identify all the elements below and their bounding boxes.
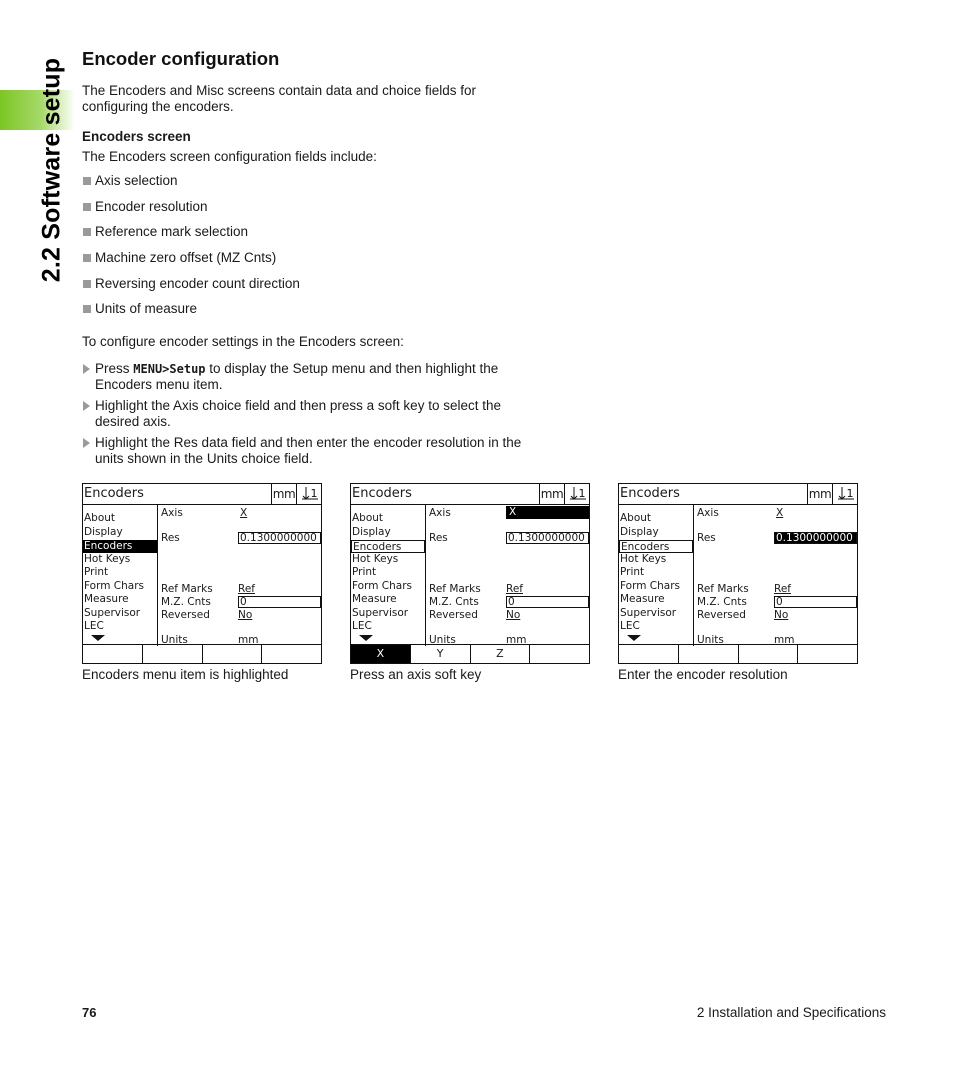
- units-choice-field[interactable]: mm: [238, 634, 259, 646]
- res-data-field[interactable]: 0.1300000000: [774, 532, 857, 544]
- subheading-encoders-screen: Encoders screen: [82, 129, 191, 144]
- reference-count: 1: [310, 487, 318, 500]
- list-item: Units of measure: [82, 301, 532, 327]
- screen-title: Encoders: [620, 486, 680, 501]
- menu-item-form-chars[interactable]: Form Chars: [352, 580, 412, 592]
- reference-indicator-icon: [301, 486, 319, 502]
- axis-choice-field[interactable]: X: [776, 507, 784, 519]
- menu-item-hot-keys[interactable]: Hot Keys: [84, 553, 131, 565]
- mz-cnts-label: M.Z. Cnts: [429, 596, 479, 608]
- reversed-label: Reversed: [161, 609, 210, 621]
- menu-item-lec[interactable]: LEC: [620, 620, 640, 632]
- encoder-fields: [158, 505, 321, 646]
- softkey-4[interactable]: [262, 645, 321, 663]
- menu-item-form-chars[interactable]: Form Chars: [84, 580, 144, 592]
- softkey-bar: [83, 644, 321, 663]
- steps-intro: To configure encoder settings in the Encoders screen:: [82, 334, 404, 350]
- reversed-choice-field[interactable]: No: [238, 609, 253, 621]
- list-item: Axis selection: [82, 173, 532, 199]
- unit-indicator: mm: [807, 484, 833, 504]
- chevron-down-icon[interactable]: [91, 633, 105, 642]
- fields-intro: The Encoders screen configuration fields include:: [82, 149, 377, 164]
- menu-item-display[interactable]: Display: [84, 526, 123, 538]
- menu-item-print[interactable]: Print: [84, 566, 109, 578]
- setup-menu: [351, 505, 426, 646]
- steps-list: [82, 361, 532, 467]
- axis-choice-field[interactable]: X: [506, 506, 589, 519]
- setup-menu: [83, 505, 158, 646]
- softkey-3[interactable]: [739, 645, 799, 663]
- step-text: Press: [95, 361, 134, 377]
- reference-indicator-icon: [837, 486, 855, 502]
- menu-item-about[interactable]: About: [84, 512, 116, 524]
- menu-item-lec[interactable]: LEC: [84, 620, 104, 632]
- menu-item-measure[interactable]: Measure: [620, 593, 665, 605]
- intro-paragraph: The Encoders and Misc screens contain data and choice fields for configuring the encoders.: [82, 83, 476, 114]
- reference-count: 1: [846, 487, 854, 500]
- screen-caption-2: Press an axis soft key: [350, 667, 482, 682]
- encoders-screen-1: [82, 483, 322, 664]
- softkey-bar: [619, 644, 857, 663]
- menu-item-hot-keys[interactable]: Hot Keys: [352, 553, 399, 565]
- menu-item-about[interactable]: About: [620, 512, 652, 524]
- units-choice-field[interactable]: mm: [774, 634, 795, 646]
- mz-cnts-data-field[interactable]: 0: [238, 596, 321, 608]
- reversed-label: Reversed: [429, 609, 478, 621]
- reversed-choice-field[interactable]: No: [774, 609, 789, 621]
- mz-cnts-data-field[interactable]: 0: [774, 596, 857, 608]
- reversed-choice-field[interactable]: No: [506, 609, 521, 621]
- units-label: Units: [429, 634, 456, 646]
- chevron-down-icon[interactable]: [627, 633, 641, 642]
- encoder-fields: [694, 505, 857, 646]
- softkey-bar: [351, 644, 589, 663]
- screen-title: Encoders: [84, 486, 144, 501]
- mz-cnts-data-field[interactable]: 0: [506, 596, 589, 608]
- ref-marks-label: Ref Marks: [161, 583, 213, 595]
- encoders-screen-3: [618, 483, 858, 664]
- setup-menu: [619, 505, 694, 646]
- menu-item-measure[interactable]: Measure: [352, 593, 397, 605]
- menu-item-supervisor[interactable]: Supervisor: [352, 607, 409, 619]
- ref-marks-label: Ref Marks: [429, 583, 481, 595]
- menu-item-form-chars[interactable]: Form Chars: [620, 580, 680, 592]
- encoders-screen-2: [350, 483, 590, 664]
- menu-item-supervisor[interactable]: Supervisor: [84, 607, 141, 619]
- reference-indicator-icon: [569, 486, 587, 502]
- softkey-4[interactable]: [530, 645, 589, 663]
- res-label: Res: [161, 532, 180, 544]
- softkey-1[interactable]: [619, 645, 679, 663]
- units-label: Units: [161, 634, 188, 646]
- chevron-down-icon[interactable]: [359, 633, 373, 642]
- softkey-x[interactable]: X: [351, 645, 411, 663]
- menu-item-display[interactable]: Display: [352, 526, 391, 538]
- ref-marks-choice-field[interactable]: Ref: [774, 583, 791, 595]
- softkey-4[interactable]: [798, 645, 857, 663]
- res-data-field[interactable]: 0.1300000000: [506, 532, 589, 544]
- softkey-3[interactable]: [203, 645, 263, 663]
- chapter-title: 2 Installation and Specifications: [696, 1005, 886, 1020]
- step-text: to display the Setup menu and then highlight the Encoders menu item.: [95, 361, 499, 393]
- list-item: Machine zero offset (MZ Cnts): [82, 250, 532, 276]
- ref-marks-label: Ref Marks: [697, 583, 749, 595]
- menu-item-print[interactable]: Print: [620, 566, 645, 578]
- ref-marks-choice-field[interactable]: Ref: [506, 583, 523, 595]
- menu-item-about[interactable]: About: [352, 512, 384, 524]
- res-label: Res: [697, 532, 716, 544]
- axis-label: Axis: [429, 507, 451, 519]
- screen-title: Encoders: [352, 486, 412, 501]
- menu-item-print[interactable]: Print: [352, 566, 377, 578]
- mz-cnts-label: M.Z. Cnts: [161, 596, 211, 608]
- step-text: Highlight the Axis choice field and then press a soft key to select the desired axis.: [95, 398, 501, 430]
- screen-title-bar: [351, 484, 589, 505]
- softkey-z[interactable]: Z: [471, 645, 531, 663]
- unit-indicator: mm: [271, 484, 297, 504]
- softkey-2[interactable]: [143, 645, 203, 663]
- axis-label: Axis: [161, 507, 183, 519]
- menu-item-encoders[interactable]: Encoders: [619, 540, 693, 553]
- list-item: Encoder resolution: [82, 199, 532, 225]
- mz-cnts-label: M.Z. Cnts: [697, 596, 747, 608]
- menu-item-encoders[interactable]: Encoders: [83, 540, 157, 553]
- encoder-fields: [426, 505, 589, 646]
- screen-title-bar: [83, 484, 321, 505]
- screen-title-bar: [619, 484, 857, 505]
- list-item: Reference mark selection: [82, 224, 532, 250]
- softkey-1[interactable]: [83, 645, 143, 663]
- section-heading: Encoder configuration: [82, 48, 280, 69]
- units-label: Units: [697, 634, 724, 646]
- step-item: [82, 398, 532, 430]
- screen-caption-3: Enter the encoder resolution: [618, 667, 788, 682]
- screen-caption-1: Encoders menu item is highlighted: [82, 667, 289, 682]
- softkey-2[interactable]: [679, 645, 739, 663]
- axis-label: Axis: [697, 507, 719, 519]
- axis-choice-field[interactable]: X: [240, 507, 248, 519]
- menu-item-display[interactable]: Display: [620, 526, 659, 538]
- menu-item-encoders[interactable]: Encoders: [351, 540, 425, 553]
- menu-item-supervisor[interactable]: Supervisor: [620, 607, 677, 619]
- menu-item-hot-keys[interactable]: Hot Keys: [620, 553, 667, 565]
- fields-list: [82, 173, 532, 327]
- step-text: Highlight the Res data field and then enter the encoder resolution in the units shown in the Units choice field.: [95, 435, 522, 467]
- step-item: [82, 435, 532, 467]
- reversed-label: Reversed: [697, 609, 746, 621]
- page-number: 76: [82, 1005, 97, 1020]
- softkey-y[interactable]: Y: [411, 645, 471, 663]
- unit-indicator: mm: [539, 484, 565, 504]
- res-label: Res: [429, 532, 448, 544]
- res-data-field[interactable]: 0.1300000000: [238, 532, 321, 544]
- menu-item-lec[interactable]: LEC: [352, 620, 372, 632]
- step-item: [82, 361, 532, 393]
- units-choice-field[interactable]: mm: [506, 634, 527, 646]
- list-item: Reversing encoder count direction: [82, 276, 532, 302]
- section-side-title: 2.2 Software setup: [37, 57, 66, 283]
- reference-count: 1: [578, 487, 586, 500]
- main-content: [82, 48, 532, 472]
- ref-marks-choice-field[interactable]: Ref: [238, 583, 255, 595]
- menu-item-measure[interactable]: Measure: [84, 593, 129, 605]
- key-sequence: MENU>Setup: [133, 362, 206, 377]
